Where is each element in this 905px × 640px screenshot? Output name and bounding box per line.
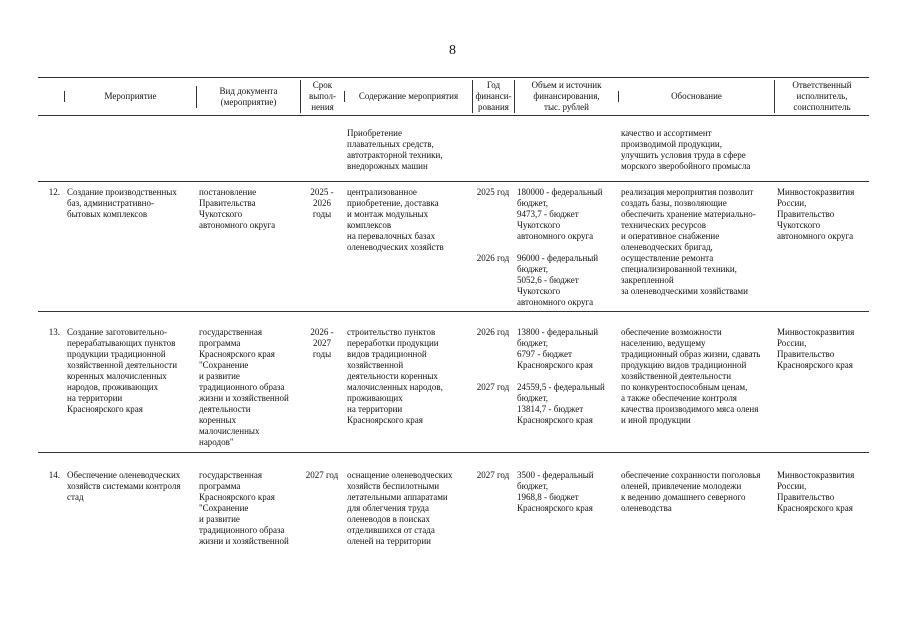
row-event: Создание производственных баз, административно- бытовых комплексов	[67, 187, 177, 219]
header-event: Мероприятие	[64, 91, 196, 102]
row-divider	[38, 452, 869, 453]
row-content: централизованное приобретение, доставка и монтаж модульных комплексов на перевалочных базах оленеводческих хозяйств	[347, 187, 444, 252]
row-number: 13.	[48, 327, 60, 337]
row-term: 2026 - 2027 годы	[310, 327, 334, 359]
events-table	[38, 77, 869, 550]
continuation-content: Приобретение плавательных средств, автотракторной техники, внедорожных машин	[347, 128, 443, 171]
row-term: 2025 - 2026 годы	[310, 187, 334, 219]
row-responsible: Минвостокразвития России, Правительство Красноярского края	[777, 470, 855, 513]
header-funds: Объем и источник финансирования, тыс. рублей	[514, 80, 618, 113]
funding-amount: 96000 - федеральный бюджет, 5052,6 - бюджет Чукотского автономного округа	[517, 253, 599, 307]
row-basis: обеспечение сохранности поголовья оленей, привлечение молодежи к ведению домашнего северного оленеводства	[621, 470, 761, 513]
funding-amount: 24559,5 - федеральный бюджет, 13814,7 - бюджет Красноярского края	[517, 382, 605, 425]
funding-amount: 3500 - федеральный бюджет, 1968,8 - бюджет Красноярского края	[517, 470, 594, 513]
continuation-basis: качество и ассортимент производимой продукции, улучшить условия труда в сфере морского зверобойного промысла	[621, 128, 751, 171]
table-row	[38, 187, 869, 309]
header-doc: Вид документа (мероприятие)	[196, 86, 300, 108]
row-doc: государственная программа Красноярского края "Сохранение и развитие традиционного образа жизни и хозяйственной деятельности коренных малочисленных народов"	[199, 327, 289, 447]
row-number: 14.	[48, 470, 60, 480]
row-responsible: Минвостокразвития России, Правительство Красноярского края	[777, 327, 855, 370]
header-year: Год финанси- рования	[472, 80, 514, 113]
funding-amount: 180000 - федеральный бюджет, 9473,7 - бюджет Чукотского автономного округа	[517, 187, 603, 241]
row-event: Обеспечение оленеводческих хозяйств системами контроля стад	[67, 470, 181, 502]
row-basis: реализация мероприятия позволит создать базы, позволяющие обеспечить хранение материально- технических ресурсов и оперативное снабжение оленеводческих бригад, осуществление ремонта специализированной техники, закрепленной за оленеводческими хозяйствами	[621, 187, 756, 296]
funding-amount: 13800 - федеральный бюджет, 6797 - бюджет Красноярского края	[517, 327, 599, 370]
row-number: 12.	[48, 187, 60, 197]
row-basis: обеспечение возможности населению, ведущему традиционный образ жизни, сдавать продукцию видов традиционной хозяйственной деятельности по конкурентоспособным ценам, а также обеспечение контроля качества производимого мяса оленя и иной продукции	[621, 327, 761, 425]
funding-year: 2027 год	[476, 470, 510, 480]
funding-year: 2026 год	[476, 327, 510, 337]
funding-year: 2026 год	[476, 253, 510, 263]
table-row	[38, 470, 869, 550]
funding-year: 2027 год	[476, 382, 510, 392]
funding-year: 2025 год	[476, 187, 510, 197]
row-responsible: Минвостокразвития России, Правительство Чукотского автономного округа	[777, 187, 855, 241]
header-resp: Ответственный исполнитель, соисполнитель	[774, 80, 869, 113]
header-basis: Обоснование	[618, 91, 774, 102]
row-doc: постановление Правительства Чукотского автономного округа	[199, 187, 276, 230]
row-event: Создание заготовительно- перерабатывающих пунктов продукции традиционной хозяйственной деятельности коренных малочисленных народов, проживающих на территории Красноярского края	[67, 327, 178, 414]
row-divider	[38, 311, 869, 312]
table-header	[38, 77, 869, 116]
row-content: оснащение оленеводческих хозяйств беспилотными летательными аппаратами для облегчения труда оленеводов в поисках отделившихся от стада оленей на территории	[347, 470, 453, 546]
row-divider	[38, 181, 869, 182]
row-content: строительство пунктов переработки продукции видов традиционной хозяйственной деятельности коренных малочисленных народов, проживающих на территории Красноярского края	[347, 327, 443, 425]
continuation-row	[38, 128, 869, 178]
page-number: 8	[449, 43, 456, 58]
row-term: 2027 год	[305, 470, 339, 480]
header-content: Содержание мероприятия	[344, 91, 472, 102]
table-row	[38, 327, 869, 459]
header-term: Срок выпол- нения	[300, 80, 344, 113]
row-doc: государственная программа Красноярского края "Сохранение и развитие традиционного образа жизни и хозяйственной	[199, 470, 289, 546]
